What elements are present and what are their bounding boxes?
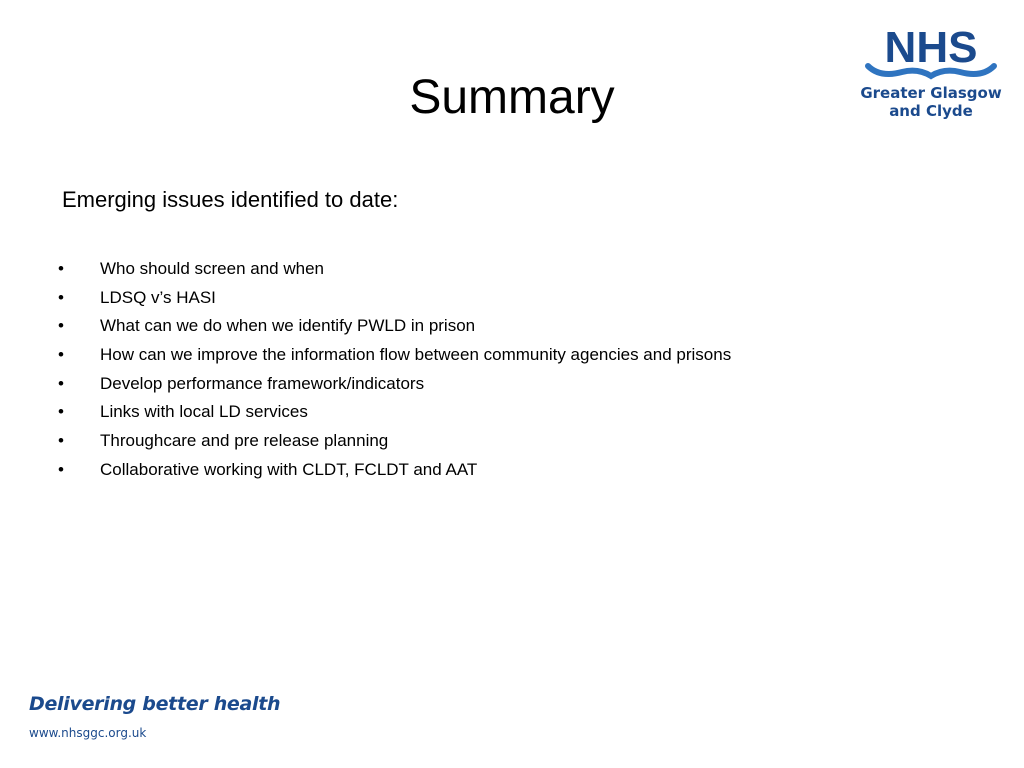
- footer-tagline: Delivering better health: [29, 693, 281, 715]
- bullet-text: Links with local LD services: [100, 402, 308, 422]
- bullet-icon: •: [58, 431, 64, 451]
- bullet-text: Develop performance framework/indicators: [100, 373, 425, 393]
- bullet-text: Collaborative working with CLDT, FCLDT and AAT: [100, 459, 478, 479]
- bullet-icon: •: [58, 402, 64, 422]
- bullet-text: Throughcare and pre release planning: [100, 431, 389, 451]
- bullet-text: How can we improve the information flow between community agencies and prisons: [100, 345, 732, 365]
- bullet-icon: •: [58, 316, 64, 336]
- bullet-text: LDSQ v’s HASI: [100, 287, 216, 307]
- bullet-icon: •: [58, 287, 64, 307]
- slide-title: Summary: [409, 71, 615, 124]
- nhs-logo-line2: and Clyde: [889, 102, 973, 120]
- nhs-logo-line1: Greater Glasgow: [860, 84, 1002, 102]
- nhs-logo-brand: NHS: [884, 23, 978, 72]
- bullet-text: Who should screen and when: [100, 259, 324, 278]
- footer-url: www.nhsggc.org.uk: [29, 726, 147, 740]
- nhs-logo: [858, 20, 1004, 124]
- subheading: Emerging issues identified to date:: [62, 187, 399, 212]
- bullet-icon: •: [58, 373, 64, 393]
- bullet-text: What can we do when we identify PWLD in prison: [100, 316, 476, 336]
- bullet-icon: •: [58, 345, 64, 365]
- bullet-icon: •: [58, 459, 64, 479]
- bullet-icon: •: [58, 259, 64, 278]
